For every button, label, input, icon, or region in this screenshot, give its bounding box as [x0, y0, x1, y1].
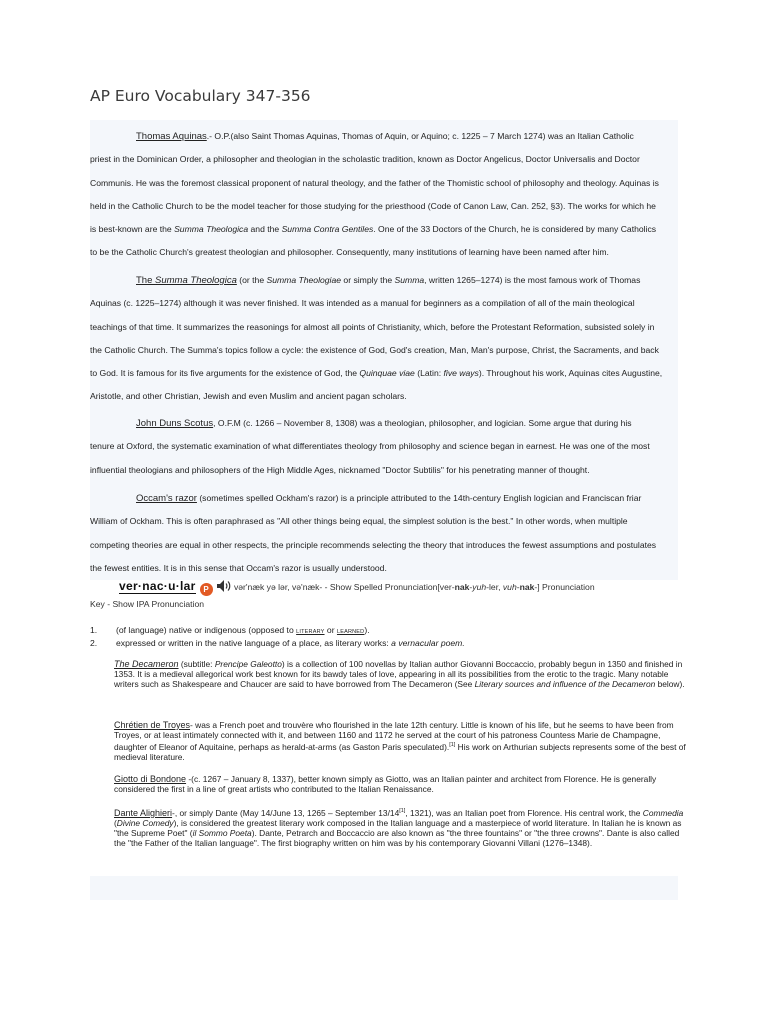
chretien-heading[interactable]: Chrétien de Troyes: [114, 720, 191, 730]
dante-paragraph: Dante Alighieri-, or simply Dante (May 14/June 13, 1265 – September 13/14[1], 1321), was an Italian poet from Florence. His central work, the Commedia (Divine Comedy), is considered the greatest literary work composed in the Italian language and a masterpiece of world literature. In Italian he is known as "the Supreme Poet" (il Sommo Poeta). Dante, Petrarch and Boccaccio are also known as "the three fountains" or "the three crowns". Dante is also called the "the Father of the Italian language". The first biography written on him was by his contemporary Giovanni Villani (1276–1348).: [114, 807, 684, 849]
giotto-paragraph: Giotto di Bondone -(c. 1267 – January 8, 1337), better known simply as Giotto, was an Italian painter and architect from Florence. He is generally considered the first in a line of great artists who contributed to the Italian Renaissance.: [114, 774, 657, 795]
vernacular-definitions: [90, 625, 690, 649]
show-ipa-link[interactable]: Key - Show IPA Pronunciation: [90, 599, 205, 609]
scotus-paragraph: John Duns Scotus, O.F.M (c. 1266 – November 8, 1308) was a theologian, philosopher, and logician. Some argue that during his tenure at Oxford, the systematic examination of what differentiates theology from philosophy and science began in earnest. He was one of the most influential theologians and philosophers of the High Middle Ages, nicknamed "Doctor Subtilis" for his penetrating manner of thought.: [90, 418, 650, 475]
literary-link[interactable]: LITERARY: [296, 629, 325, 635]
definition-item: 1. (of language) native or indigenous (opposed to LITERARY or LEARNED).: [90, 625, 370, 635]
page-title: AP Euro Vocabulary 347-356: [90, 87, 311, 105]
pronunciation-p-icon[interactable]: P: [200, 583, 213, 596]
learned-link[interactable]: LEARNED: [336, 629, 365, 635]
footnote-link[interactable]: [1]: [449, 742, 456, 749]
speaker-icon[interactable]: [216, 579, 232, 597]
chretien-paragraph: Chrétien de Troyes- was a French poet and trouvère who flourished in the late 12th century. Little is known of his life, but he seems to have been from Troyes, or at least intimately connected with it, and between 1160 and 1172 he served at the court of his patroness Countess Marie de Champagne, daughter of Eleanor of Aquitaine, perhaps as herald-at-arms (as Gaston Paris speculated).[1] His work on Arthurian subjects represents some of the best of medieval literature.: [114, 720, 686, 763]
vernacular-entry: ver·nac·u·lar P vər'næk yə lər, və'næk- - Show Spelled Pronunciation[ver-nak-yuh-ler, vuh-nak-] Pronunciation Key - Show IPA Pronunciation: [90, 579, 595, 609]
aquinas-paragraph: Thomas Aquinas.- O.P.(also Saint Thomas Aquinas, Thomas of Aquin, or Aquino; c. 1225 – 7 March 1274) was an Italian Catholic priest in the Dominican Order, a philosopher and theologian in the scholastic tradition, known as Doctor Angelicus, Doctor Universalis and Doctor Communis. He was the foremost classical proponent of natural theology, and the father of the Thomistic school of philosophy and theology. Aquinas is held in the Catholic Church to be the model teacher for those studying for the priesthood (Code of Canon Law, Can. 252, §3). The works for which he is best-known are the Summa Theologica and the Summa Contra Gentiles. One of the 33 Doctors of the Church, he is considered by many Catholics to be the Catholic Church's greatest theologian and philosopher. Consequently, many institutions of learning have been named after him.: [90, 131, 659, 258]
definition-item: 2. expressed or written in the native language of a place, as literary works: a vernacular poem.: [90, 638, 465, 648]
shaded-footer-band: [90, 876, 678, 900]
giotto-heading[interactable]: Giotto di Bondone: [114, 774, 187, 784]
decameron-paragraph: The Decameron (subtitle: Prencipe Galeotto) is a collection of 100 novellas by Italian author Giovanni Boccaccio, probably begun in 1350 and finished in 1353. It is a medieval allegorical work best known for its bawdy tales of love, appearing in all its possibilities from the erotic to the tragic. Many notable writers such as Shakespeare and Chaucer are said to have borrowed from The Decameron (See Literary sources and influence of the Decameron below).: [114, 659, 685, 690]
occam-paragraph: Occam's razor (sometimes spelled Ockham's razor) is a principle attributed to the 14th-century English logician and Franciscan friar William of Ockham. This is often paraphrased as "All other things being equal, the simplest solution is the best." In other words, when multiple competing theories are equal in other respects, the principle recommends selecting the theory that introduces the fewest assumptions and postulates the fewest entities. It is in this sense that Occam's razor is usually understood.: [90, 493, 657, 573]
vernacular-headword: ver·nac·u·lar: [119, 579, 196, 593]
dante-heading[interactable]: Dante Alighieri: [114, 807, 173, 818]
scotus-heading[interactable]: John Duns Scotus: [136, 418, 214, 429]
aquinas-heading[interactable]: Thomas Aquinas: [136, 131, 207, 142]
occam-heading[interactable]: Occam's razor: [136, 493, 197, 504]
summa-heading[interactable]: The Summa Theologica: [136, 275, 237, 286]
footnote-link[interactable]: [1]: [399, 808, 406, 814]
decameron-heading[interactable]: The Decameron: [114, 659, 179, 669]
summa-paragraph: The Summa Theologica (or the Summa Theologiae or simply the Summa, written 1265–1274) is the most famous work of Thomas Aquinas (c. 1225–1274) although it was never finished. It was intended as a manual for beginners as a compilation of all of the main theological teachings of that time. It summarizes the reasonings for almost all points of Christianity, which, before the Protestant Reformation, subsisted solely in the Catholic Church. The Summa's topics follow a cycle: the existence of God, God's creation, Man, Man's purpose, Christ, the Sacraments, and back to God. It is famous for its five arguments for the existence of God, the Quinquae viae (Latin: five ways). Throughout his work, Aquinas cites Augustine, Aristotle, and other Christian, Jewish and even Muslim and ancient pagan scholars.: [90, 275, 663, 402]
